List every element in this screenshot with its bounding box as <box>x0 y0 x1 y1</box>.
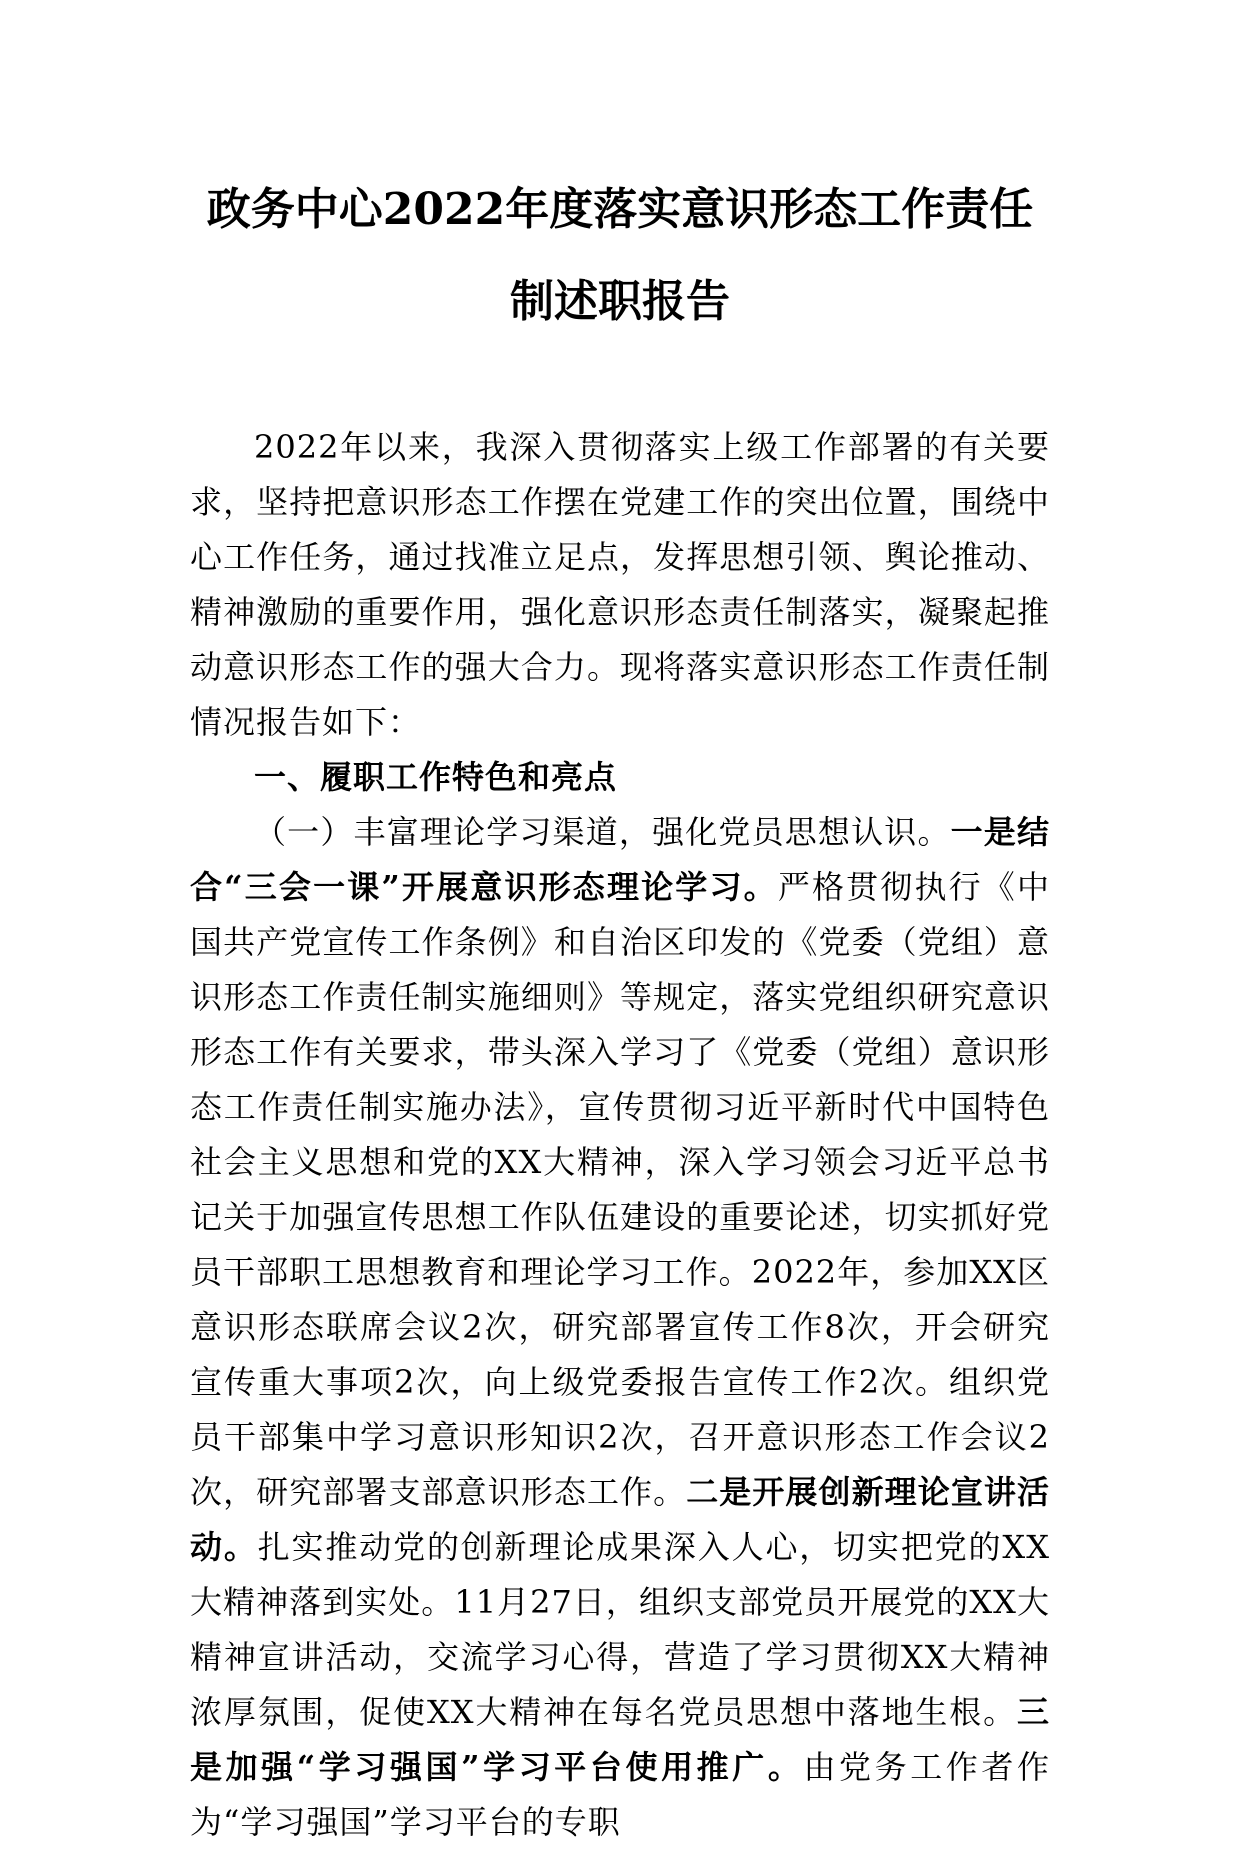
section-heading-1: 一、履职工作特色和亮点 <box>254 758 618 796</box>
subsection-lead: （一）丰富理论学习渠道，强化党员思想认识。 <box>254 813 951 851</box>
intro-paragraph: 2022年以来，我深入贯彻落实上级工作部署的有关要求，坚持把意识形态工作摆在党建工作的突出位置，围绕中心工作任务，通过找准立足点，发挥思想引领、舆论推动、精神激励的重要作用，强化意识形态责任制落实，凝聚起推动意识形态工作的强大合力。现将落实意识形态工作责任制情况报告如下： <box>190 428 1050 741</box>
document-body <box>190 420 1050 1850</box>
document-title-line-2: 制述职报告 <box>510 276 730 327</box>
item-2-title: 二是开展创新理论宣讲活动。 <box>190 1473 1050 1566</box>
item-1-text: 严格贯彻执行《中国共产党宣传工作条例》和自治区印发的《党委（党组）意识形态工作责任制实施细则》等规定，落实党组织研究意识形态工作有关要求，带头深入学习了《党委（党组）意识形态工作责任制实施办法》，宣传贯彻习近平新时代中国特色社会主义思想和党的XX大精神，深入学习领会习近平总书记关于加强宣传思想工作队伍建设的重要论述，切实抓好党员干部职工思想教育和理论学习工作。2022年，参加XX区意识形态联席会议2次，研究部署宣传工作8次，开会研究宣传重大事项2次，向上级党委报告宣传工作2次。组织党员干部集中学习意识形知识2次，召开意识形态工作会议2次，研究部署支部意识形态工作。 <box>190 868 1050 1511</box>
item-3-title: 三是加强“学习强国”学习平台使用推广。 <box>190 1693 1050 1786</box>
item-1-title: 一是结合“三会一课”开展意识形态理论学习。 <box>190 813 1050 906</box>
subsection-paragraph-1 <box>190 805 1050 1850</box>
document-title-line-1: 政务中心2022年度落实意识形态工作责任 <box>206 184 1034 235</box>
item-2-text: 扎实推动党的创新理论成果深入人心，切实把党的XX大精神落到实处。11月27日，组织支部党员开展党的XX大精神宣讲活动，交流学习心得，营造了学习贯彻XX大精神浓厚氛围，促使XX大精神在每名党员思想中落地生根。 <box>190 1528 1050 1731</box>
item-3-text: 由党务工作者作为“学习强国”学习平台的专职 <box>190 1748 1050 1841</box>
